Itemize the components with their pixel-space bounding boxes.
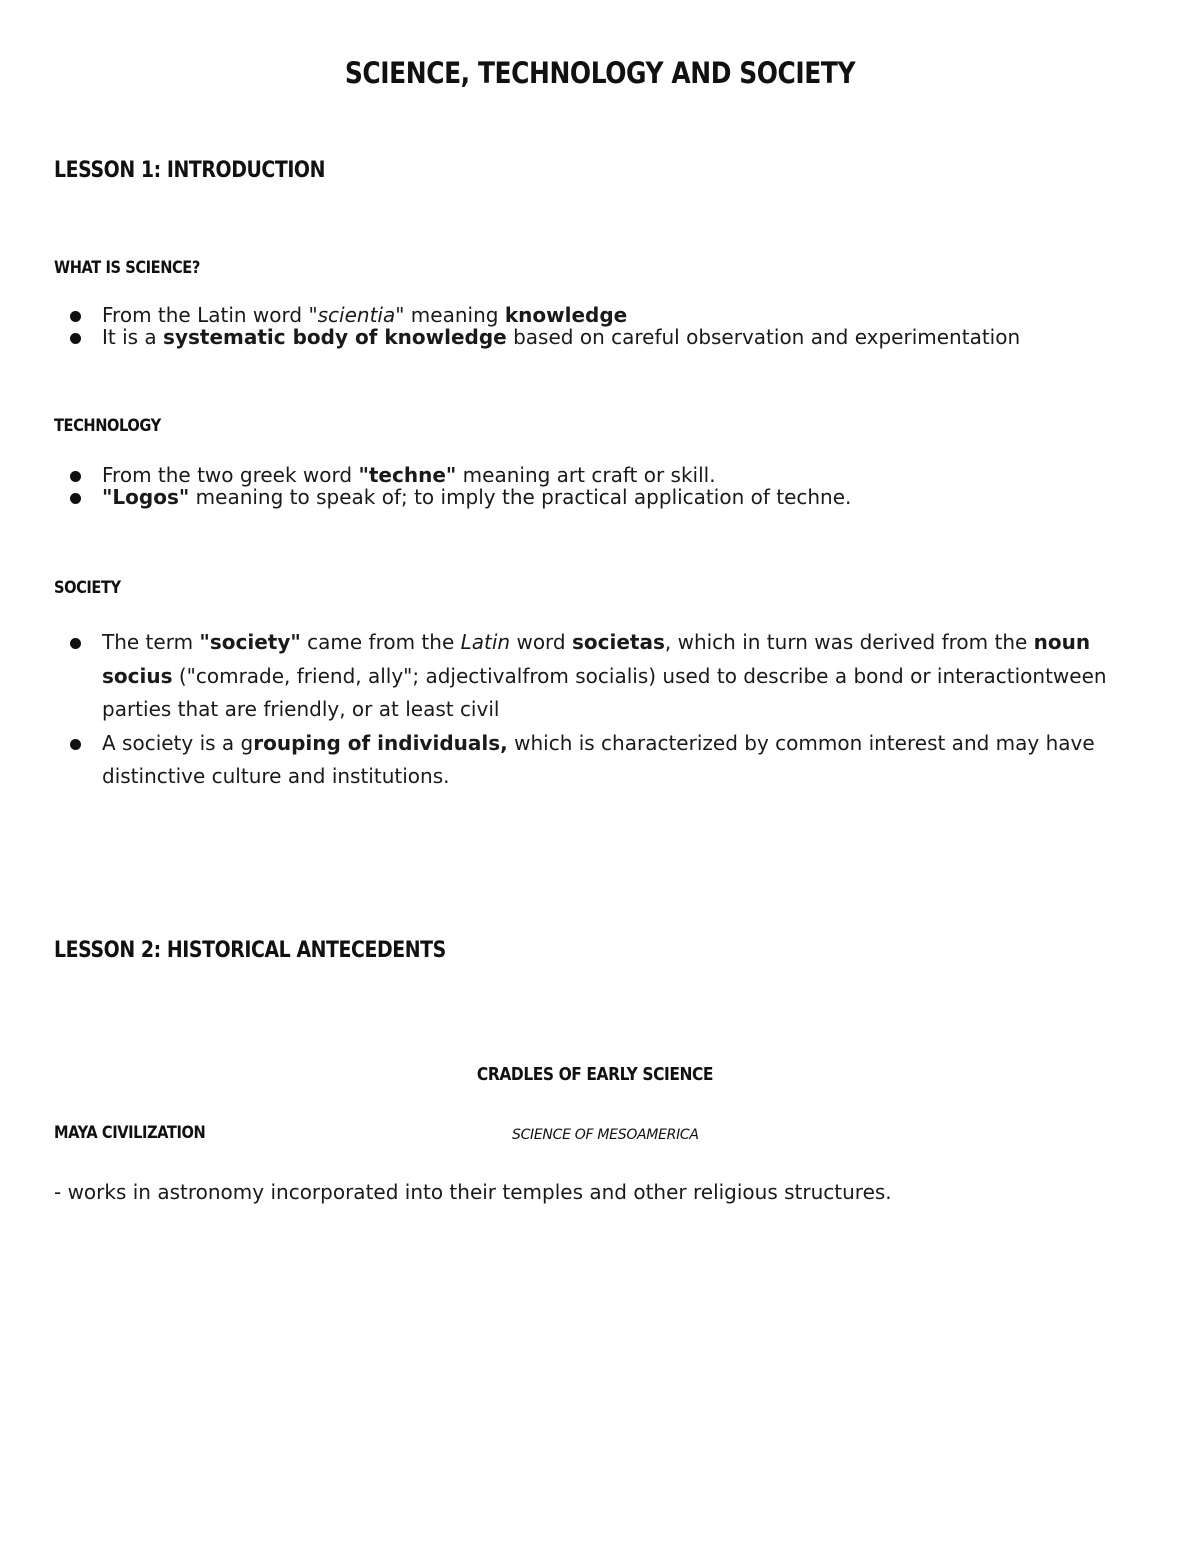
mesoamerica-subtitle: SCIENCE OF MESOAMERICA bbox=[512, 1127, 699, 1143]
science-bullet-1 bbox=[54, 304, 1134, 326]
lesson-2-heading: LESSON 2: HISTORICAL ANTECEDENTS bbox=[54, 938, 446, 963]
bold-term: systematic body of knowledge bbox=[163, 325, 507, 349]
technology-heading: TECHNOLOGY bbox=[54, 416, 161, 436]
text-span: meaning bbox=[404, 303, 505, 327]
technology-bullet-list bbox=[54, 464, 1134, 508]
maya-description: - works in astronomy incorporated into their temples and other religious structures. bbox=[54, 1180, 892, 1204]
text-span: ("comrade, friend, ally"; adjectivalfrom socialis) used to describe a bond or interactiontween parties that are friendly, or at least civil bbox=[102, 663, 1107, 721]
society-bullet-2 bbox=[54, 727, 1134, 794]
text-span: , which in turn was derived from the bbox=[664, 630, 1034, 654]
text-span: A society is a g bbox=[102, 730, 254, 755]
cradles-heading: CRADLES OF EARLY SCIENCE bbox=[476, 1064, 714, 1085]
society-bullet-list bbox=[54, 626, 1134, 794]
what-is-science-heading: WHAT IS SCIENCE? bbox=[54, 258, 200, 278]
lesson-1-heading: LESSON 1: INTRODUCTION bbox=[54, 158, 326, 183]
text-span: meaning to speak of; to imply the practical application of techne. bbox=[189, 485, 852, 509]
text-span: From the two greek word bbox=[102, 463, 359, 487]
bold-term: rouping of individuals, bbox=[253, 730, 508, 755]
text-span: The term bbox=[102, 630, 200, 654]
society-bullet-1 bbox=[54, 626, 1134, 727]
text-span: From the Latin word bbox=[102, 303, 309, 327]
text-span: It is a bbox=[102, 325, 164, 349]
technology-bullet-1 bbox=[54, 464, 1134, 486]
text-span: came from the bbox=[300, 630, 461, 654]
bold-term: "techne" bbox=[358, 463, 457, 487]
bold-term: noun socius bbox=[102, 630, 1091, 688]
text-span: word bbox=[510, 630, 572, 654]
society-heading: SOCIETY bbox=[54, 578, 121, 598]
science-bullet-2 bbox=[54, 326, 1134, 348]
bold-term: societas bbox=[571, 630, 665, 654]
technology-bullet-2 bbox=[54, 486, 1134, 508]
text-span: which is characterized by common interest and may have distinctive culture and institutions. bbox=[102, 730, 1095, 788]
italic-term: Latin bbox=[460, 630, 511, 654]
science-bullet-list bbox=[54, 304, 1134, 348]
italic-term: "scientia" bbox=[308, 303, 405, 327]
bold-term: "society" bbox=[199, 630, 301, 654]
maya-civilization-heading: MAYA CIVILIZATION bbox=[54, 1123, 206, 1143]
text-span: based on careful observation and experimentation bbox=[506, 325, 1021, 349]
bold-term: "Logos" bbox=[102, 485, 190, 509]
document-title: SCIENCE, TECHNOLOGY AND SOCIETY bbox=[344, 56, 856, 90]
bold-term: knowledge bbox=[504, 303, 628, 327]
text-span: meaning art craft or skill. bbox=[456, 463, 716, 487]
